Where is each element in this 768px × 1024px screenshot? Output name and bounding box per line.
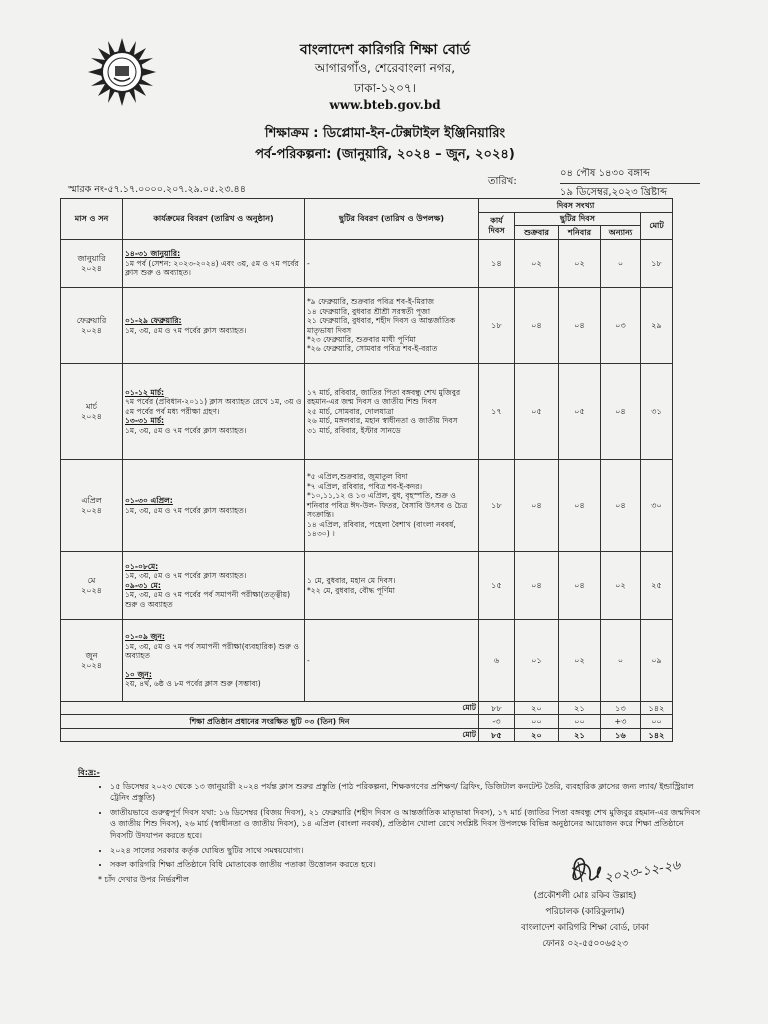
final-others: ১৬ bbox=[601, 728, 641, 741]
final-saturday: ২১ bbox=[559, 728, 601, 741]
activity-cell: ০১-২৯ ফেব্রুয়ারি: ১ম, ৩য়, ৫ম ও ৭ম পর্বের ক্লাস অব্যাহত। bbox=[123, 288, 305, 364]
work-days-cell: ১৮ bbox=[479, 288, 515, 364]
header-days-count: দিবস সংখ্যা bbox=[479, 199, 673, 213]
friday-cell: ০২ bbox=[515, 240, 559, 288]
total-others: ১৩ bbox=[601, 702, 641, 715]
friday-cell: ০৪ bbox=[515, 552, 559, 620]
total-cell: ৩১ bbox=[641, 364, 673, 460]
month-cell: মার্চ ২০২৪ bbox=[61, 364, 123, 460]
signer-designation: পরিচালক (কারিকুলাম) bbox=[545, 907, 625, 917]
header-friday: শুক্রবার bbox=[515, 226, 559, 240]
header-holiday: ছুটির বিবরণ (তারিখ ও উপলক্ষ) bbox=[305, 199, 479, 240]
notes-title: বি:দ্র:- bbox=[78, 768, 100, 777]
activity-cell: ০১-০৮মে: ১ম, ৩য়, ৫ম ও ৭ম পর্বের ক্লাস অব্যাহত। ০৯-৩১ মে: ১ম, ৩য়, ৫ম ও ৭ম পর্বের পর্ব সমাপনী পরীক্ষা(তত্ত্বীয়) শুরু ও অব্যাহত bbox=[123, 552, 305, 620]
note-item: • ২০২৪ সালের সরকার কর্তৃক ঘোষিত ছুটির সাথে সমন্বয়যোগ্য। bbox=[110, 845, 702, 857]
saturday-cell: ০৪ bbox=[559, 552, 601, 620]
reserve-saturday: ০০ bbox=[559, 715, 601, 728]
saturday-cell: ০৪ bbox=[559, 288, 601, 364]
total-saturday: ২১ bbox=[559, 702, 601, 715]
saturday-cell: ০২ bbox=[559, 620, 601, 702]
total-cell: ০৯ bbox=[641, 620, 673, 702]
signature-date: ২০২৩-১২-২৬ bbox=[603, 857, 682, 887]
month-cell: ফেব্রুয়ারি ২০২৪ bbox=[61, 288, 123, 364]
total-cell: ২৫ bbox=[641, 552, 673, 620]
org-name: বাংলাদেশ কারিগরি শিক্ষা বোর্ড bbox=[299, 42, 471, 58]
others-cell: ০৩ bbox=[601, 288, 641, 364]
others-cell: ০ bbox=[601, 240, 641, 288]
header-total: মোট bbox=[641, 213, 673, 240]
final-label: মোট bbox=[61, 728, 479, 741]
table-row bbox=[61, 364, 673, 460]
header-saturday: শনিবার bbox=[559, 226, 601, 240]
org-address-line1: আগারগাঁও, শেরেবাংলা নগর, bbox=[314, 61, 456, 75]
final-friday: ২০ bbox=[515, 728, 559, 741]
work-days-cell: ১৮ bbox=[479, 460, 515, 552]
month-cell: মে ২০২৪ bbox=[61, 552, 123, 620]
note-item: • ১৫ ডিসেম্বর ২০২৩ থেকে ১৩ জানুয়ারী ২০২৪ পর্যন্ত ক্লাস শুরুর প্রস্তুতি (পাঠ পরিকল্পনা, শিক্ষকগণের প্রশিক্ষণ/ ব্রিফিং, ডিজিটাল কনটেন্ট তৈরি, ব্যবহারিক ক্লাসের জন্য ল্যাব/ ইন্ডাস্ট্রিয়াল ট্রেনিং প্রস্তুতি) bbox=[110, 781, 702, 804]
work-days-cell: ১৭ bbox=[479, 364, 515, 460]
plan-title: পর্ব-পরিকল্পনা: (জানুয়ারি, ২০২৪ – জুন, ২০২৪) bbox=[255, 147, 515, 162]
reserve-others: +৩ bbox=[601, 715, 641, 728]
reserve-label: শিক্ষা প্রতিষ্ঠান প্রধানের সংরক্ষিত ছুটি ০৩ (তিন) দিন bbox=[61, 715, 479, 728]
note-item: • সকল কারিগরি শিক্ষা প্রতিষ্ঠানে বিধি মোতাবেক জাতীয় পতাকা উত্তোলন করতে হবে। bbox=[110, 859, 702, 871]
signer-office: বাংলাদেশ কারিগরি শিক্ষা বোর্ড, ঢাকা bbox=[521, 923, 649, 933]
holiday-cell: *৯ ফেব্রুয়ারি, শুক্রবার পবিত্র শব-ই-মিরাজ ১৪ ফেব্রুয়ারি, বুধবার শ্রীশ্রী সরস্বতী পূজা ২১ ফেব্রুয়ারি, বুধবার, শহীদ দিবস ও আন্তর্জাতিক মাতৃভাষা দিবস *২৩ ফেব্রুয়ারি, শুক্রবার মাঘী পূর্ণিমা *২৬ ফেব্রুয়ারি, সোমবার পবিত্র শব-ই-বরাত bbox=[305, 288, 479, 364]
others-cell: ০২ bbox=[601, 552, 641, 620]
friday-cell: ০৪ bbox=[515, 288, 559, 364]
activity-cell: ১৪-৩১ জানুয়ারি: ১ম পর্ব (সেশন: ২০২৩-২০২৪) এবং ৩য়, ৫ম ও ৭ম পর্বের ক্লাস শুরু ও অব্যাহত। bbox=[123, 240, 305, 288]
org-address-line2: ঢাকা-১২০৭। bbox=[354, 81, 416, 95]
header-month: মাস ও সন bbox=[61, 199, 123, 240]
friday-cell: ০৪ bbox=[515, 460, 559, 552]
final-work: ৮৫ bbox=[479, 728, 515, 741]
total-sum: ১৪২ bbox=[641, 702, 673, 715]
month-cell: জানুয়ারি ২০২৪ bbox=[61, 240, 123, 288]
board-seal-logo-icon bbox=[88, 38, 156, 106]
memo-number: স্মারক নং-৫৭.১৭.০০০০.২০৭.২৯.০৫.২৩.৪৪ bbox=[68, 184, 246, 195]
final-row bbox=[61, 728, 673, 741]
others-cell: ০৪ bbox=[601, 364, 641, 460]
signer-name: (প্রকৌশলী মোঃ রকিব উল্লাহ) bbox=[533, 891, 637, 901]
month-cell: জুন ২০২৪ bbox=[61, 620, 123, 702]
table-row bbox=[61, 288, 673, 364]
saturday-cell: ০২ bbox=[559, 240, 601, 288]
total-label: মোট bbox=[61, 702, 479, 715]
saturday-cell: ০৪ bbox=[559, 460, 601, 552]
header-others: অন্যান্য bbox=[601, 226, 641, 240]
month-cell: এপ্রিল ২০২৪ bbox=[61, 460, 123, 552]
holiday-cell: - bbox=[305, 240, 479, 288]
reserve-row bbox=[61, 715, 673, 728]
date-english: ১৯ ডিসেম্বর,২০২৩ খ্রিষ্টাব্দ bbox=[560, 183, 700, 202]
reserve-total: ০০ bbox=[641, 715, 673, 728]
date-bangla: ০৪ পৌষ ১৪৩০ বঙ্গাব্দ bbox=[560, 168, 650, 179]
friday-cell: ০১ bbox=[515, 620, 559, 702]
others-cell: ০৪ bbox=[601, 460, 641, 552]
total-work: ৮৮ bbox=[479, 702, 515, 715]
signer-phone: ফোনঃ ০২-৫৫০০৬৫২৩ bbox=[542, 939, 628, 949]
total-friday: ২০ bbox=[515, 702, 559, 715]
total-cell: ৩০ bbox=[641, 460, 673, 552]
header-work-days: কার্য দিবস bbox=[479, 213, 515, 240]
holiday-cell: - bbox=[305, 620, 479, 702]
saturday-cell: ০৫ bbox=[559, 364, 601, 460]
work-days-cell: ১৫ bbox=[479, 552, 515, 620]
total-row bbox=[61, 702, 673, 715]
activity-cell: ০১-১২ মার্চ: ৭ম পর্বের (প্রবিধান-২০১১) ক্লাস অব্যাহত রেখে ১ম, ৩য় ও ৫ম পর্বের পর্ব মধ্য পরীক্ষা গ্রহণ। ১৩-৩১ মার্চ: ১ম, ৩য়, ৫ম ও ৭ম পর্বের ক্লাস অব্যাহত। bbox=[123, 364, 305, 460]
final-total: ১৪২ bbox=[641, 728, 673, 741]
activity-cell: ০১-০৯ জুন: ১ম, ৩য়, ৫ম ও ৭ম পর্ব সমাপনী পরীক্ষা(ব্যবহারিক) শুরু ও অব্যাহত ১০ জুন: ২য়, ৪র্থ, ৬ষ্ঠ ও ৮ম পর্বের ক্লাস শুরু (সম্ভাব্য) bbox=[123, 620, 305, 702]
others-cell: ০ bbox=[601, 620, 641, 702]
table-row bbox=[61, 552, 673, 620]
curriculum-title: শিক্ষাক্রম : ডিপ্লোমা-ইন-টেক্সটাইল ইঞ্জিনিয়ারিং bbox=[264, 126, 506, 141]
holiday-cell: *৫ এপ্রিল,শুক্রবার, জুমাতুল বিদা *৭ এপ্রিল, রবিবার, পবিত্র শব-ই-কদর। *১০,১১,১২ ও ১৩ এপ্রিল, বুধ, বৃহস্পতি, শুক্র ও শনিবার পবিত্র ঈদ-উল- ফিতর, বৈসাবি উৎসব ও চৈত্র সংক্রান্তি। ১৪ এপ্রিল, রবিবার, পহেলা বৈশাখ (বাংলা নববর্ষ, ১৪৩০) । bbox=[305, 460, 479, 552]
table-row bbox=[61, 620, 673, 702]
note-item: • জাতীয়ভাবে গুরুত্বপূর্ণ দিবস যথা: ১৬ ডিসেম্বর (বিজয় দিবস), ২১ ফেব্রুয়ারি (শহীদ দিবস ও আন্তর্জাতিক মাতৃভাষা দিবস), ১৭ মার্চ (জাতির পিতা বঙ্গবন্ধু শেখ মুজিবুর রহমান-এর জন্মদিবস ও জাতীয় শিশু দিবস), ২৬ মার্চ (স্বাধীনতা ও জাতীয় দিবস), ১৪ এপ্রিল (বাংলা নববর্ষ), প্রতিষ্ঠান খোলা রেখে সংশ্লিষ্ট দিবস উপলক্ষে বিভিন্ন অনুষ্ঠানের আয়োজন করে শিক্ষা প্রতিষ্ঠানে দিবসটি উদযাপন করতে হবে। bbox=[110, 807, 702, 842]
header-activity: কার্যক্রমের বিবরণ (তারিখ ও অনুষ্ঠান) bbox=[123, 199, 305, 240]
notes-footnote: * চাঁদ দেখার উপর নির্ভরশীল bbox=[98, 874, 189, 884]
date-label: তারিখ: bbox=[488, 176, 517, 187]
work-days-cell: ১৪ bbox=[479, 240, 515, 288]
friday-cell: ০৫ bbox=[515, 364, 559, 460]
header-holidays: ছুটির দিবস bbox=[515, 213, 641, 226]
schedule-table bbox=[60, 198, 673, 742]
total-cell: ২৯ bbox=[641, 288, 673, 364]
holiday-cell: ১৭ মার্চ, রবিবার, জাতির পিতা বঙ্গবন্ধু শেখ মুজিবুর রহমান-এর জন্ম দিবস ও জাতীয় শিশু দিবস ২৫ মার্চ, সোমবার, দোলযাত্রা ২৬ মার্চ, মঙ্গলবার, মহান স্বাধীনতা ও জাতীয় দিবস ৩১ মার্চ, রবিবার, ইস্টার সানডে bbox=[305, 364, 479, 460]
total-cell: ১৮ bbox=[641, 240, 673, 288]
reserve-work: -৩ bbox=[479, 715, 515, 728]
holiday-cell: ১ মে, বুধবার, মহান মে দিবস। *২২ মে, বুধবার, বৌদ্ধ পূর্ণিমা bbox=[305, 552, 479, 620]
activity-cell: ০১-৩০ এপ্রিল: ১ম, ৩য়, ৫ম ও ৭ম পর্বের ক্লাস অব্যাহত। bbox=[123, 460, 305, 552]
table-row bbox=[61, 460, 673, 552]
work-days-cell: ৬ bbox=[479, 620, 515, 702]
reserve-friday: ০০ bbox=[515, 715, 559, 728]
table-row bbox=[61, 240, 673, 288]
org-website: www.bteb.gov.bd bbox=[329, 98, 441, 112]
